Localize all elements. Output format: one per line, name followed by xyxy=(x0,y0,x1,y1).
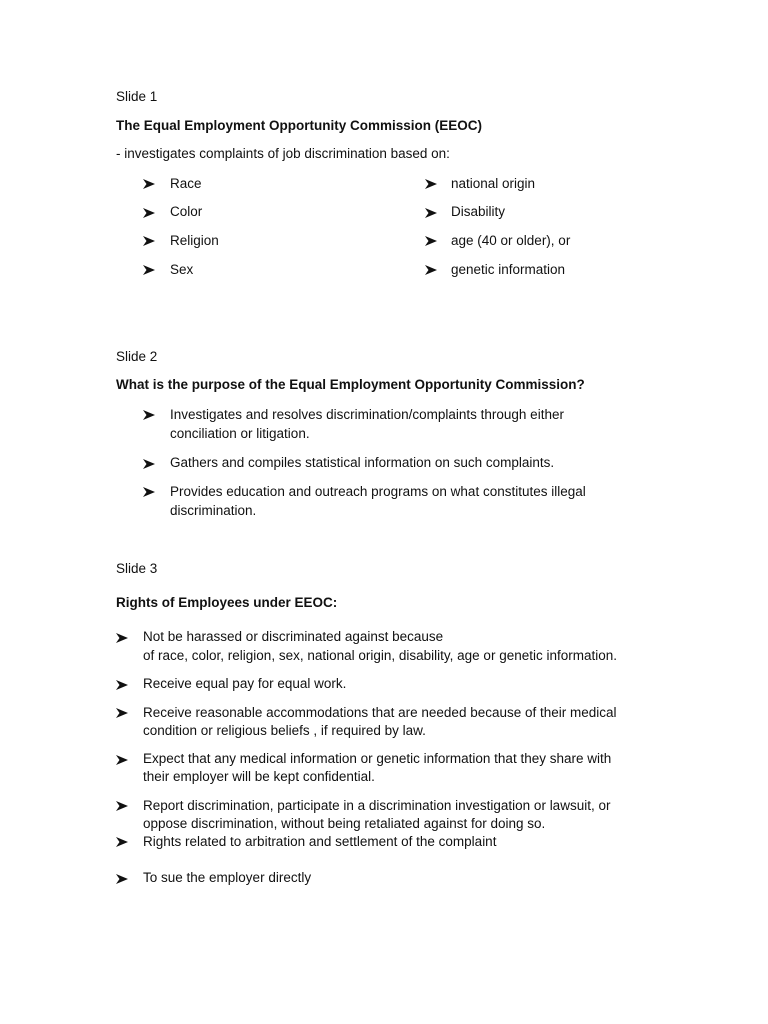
slide-2-title: What is the purpose of the Equal Employment Opportunity Commission? xyxy=(116,377,585,392)
arrow-bullet-icon xyxy=(143,235,155,247)
list-item-line: discrimination. xyxy=(170,503,257,518)
list-item-line: Not be harassed or discriminated against because xyxy=(143,629,444,644)
list-item: Race xyxy=(170,176,202,191)
list-item-line: Receive equal pay for equal work. xyxy=(143,676,347,691)
list-item: age (40 or older), or xyxy=(451,233,571,248)
arrow-bullet-icon xyxy=(425,264,437,276)
list-item-line: Expect that any medical information or genetic information that they share with xyxy=(143,751,612,766)
arrow-bullet-icon xyxy=(116,800,128,812)
list-item-line: To sue the employer directly xyxy=(143,870,312,885)
arrow-bullet-icon xyxy=(425,207,437,219)
list-item-line: Provides education and outreach programs on what constitutes illegal xyxy=(170,484,586,499)
list-item-line: Receive reasonable accommodations that are needed because of their medical xyxy=(143,705,617,720)
list-item: Religion xyxy=(170,233,219,248)
slide-3-title: Rights of Employees under EEOC: xyxy=(116,595,338,610)
arrow-bullet-icon xyxy=(116,754,128,766)
arrow-bullet-icon xyxy=(143,264,155,276)
list-item: Sex xyxy=(170,262,194,277)
list-item: Color xyxy=(170,204,203,219)
slide-2-label: Slide 2 xyxy=(116,349,158,364)
list-item-line: condition or religious beliefs , if required by law. xyxy=(143,723,426,738)
list-item-line: oppose discrimination, without being retaliated against for doing so. xyxy=(143,816,546,831)
list-item-line: Report discrimination, participate in a discrimination investigation or lawsuit, or xyxy=(143,798,611,813)
list-item-line: Rights related to arbitration and settlement of the complaint xyxy=(143,834,497,849)
arrow-bullet-icon xyxy=(425,178,437,190)
list-item-line: Investigates and resolves discrimination/complaints through either xyxy=(170,407,564,422)
slide-1-title: The Equal Employment Opportunity Commission (EEOC) xyxy=(116,118,483,133)
list-item: national origin xyxy=(451,176,536,191)
arrow-bullet-icon xyxy=(116,679,128,691)
list-item-line: conciliation or litigation. xyxy=(170,426,310,441)
arrow-bullet-icon xyxy=(116,632,128,644)
slide-1-label: Slide 1 xyxy=(116,89,158,104)
arrow-bullet-icon xyxy=(116,873,128,885)
arrow-bullet-icon xyxy=(143,458,155,470)
list-item: genetic information xyxy=(451,262,566,277)
arrow-bullet-icon xyxy=(116,836,128,848)
list-item-line: of race, color, religion, sex, national origin, disability, age or genetic information. xyxy=(143,648,618,663)
arrow-bullet-icon xyxy=(143,207,155,219)
arrow-bullet-icon xyxy=(425,235,437,247)
slide-1-intro: - investigates complaints of job discrimination based on: xyxy=(116,146,450,161)
arrow-bullet-icon xyxy=(143,486,155,498)
arrow-bullet-icon xyxy=(143,409,155,421)
list-item: Disability xyxy=(451,204,506,219)
list-item-line: Gathers and compiles statistical information on such complaints. xyxy=(170,455,555,470)
arrow-bullet-icon xyxy=(143,178,155,190)
list-item-line: their employer will be kept confidential. xyxy=(143,769,375,784)
arrow-bullet-icon xyxy=(116,707,128,719)
slide-3-label: Slide 3 xyxy=(116,561,158,576)
